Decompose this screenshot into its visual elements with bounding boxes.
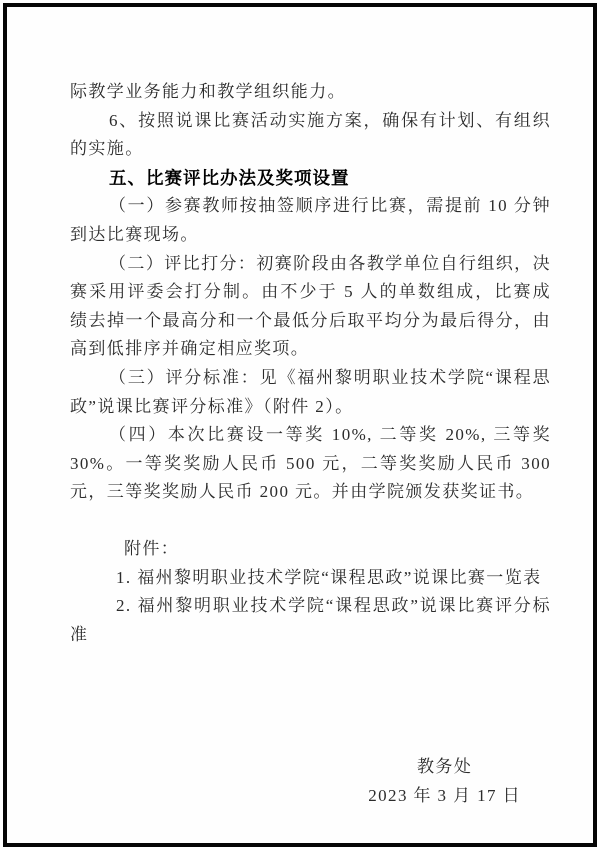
page-border: [3, 3, 597, 847]
attachment-item-2: 2. 福州黎明职业技术学院“课程思政”说课比赛评分标准: [70, 596, 551, 644]
signature-block: [368, 753, 521, 810]
section-heading-5: 五、比赛评比办法及奖项设置: [109, 167, 350, 188]
paragraph-4: （四）本次比赛设一等奖 10%, 二等奖 20%, 三等奖 30%。一等奖奖励人民币 500 元，二等奖奖励人民币 300 元，三等奖奖励人民币 200 元。并由学院颁发获奖证书。: [70, 425, 551, 502]
signature-date: 2023 年 3 月 17 日: [368, 785, 521, 805]
attachment-item-1: 1. 福州黎明职业技术学院“课程思政”说课比赛一览表: [116, 567, 542, 587]
paragraph-2: （二）评比打分：初赛阶段由各教学单位自行组织，决赛采用评委会打分制。由不少于 5 人的单数组成，比赛成绩去掉一个最高分和一个最低分后取平均分为最后得分，由高到低排序并确定相应奖项。: [70, 253, 551, 359]
document-body: [70, 78, 551, 810]
signature-org: 教务处: [417, 757, 473, 777]
paragraph-3: （三）评分标准：见《福州黎明职业技术学院“课程思政”说课比赛评分标准》（附件 2）。: [70, 367, 551, 416]
attachments-label: 附件：: [124, 538, 180, 558]
paragraph-1: （一）参赛教师按抽签顺序进行比赛，需提前 10 分钟到达比赛现场。: [70, 196, 551, 244]
attachments-block: [70, 535, 551, 649]
paragraph-continuation: 际教学业务能力和教学组织能力。: [70, 82, 346, 101]
paragraph-item-6: 6、按照说课比赛活动实施方案，确保有计划、有组织的实施。: [70, 110, 551, 159]
